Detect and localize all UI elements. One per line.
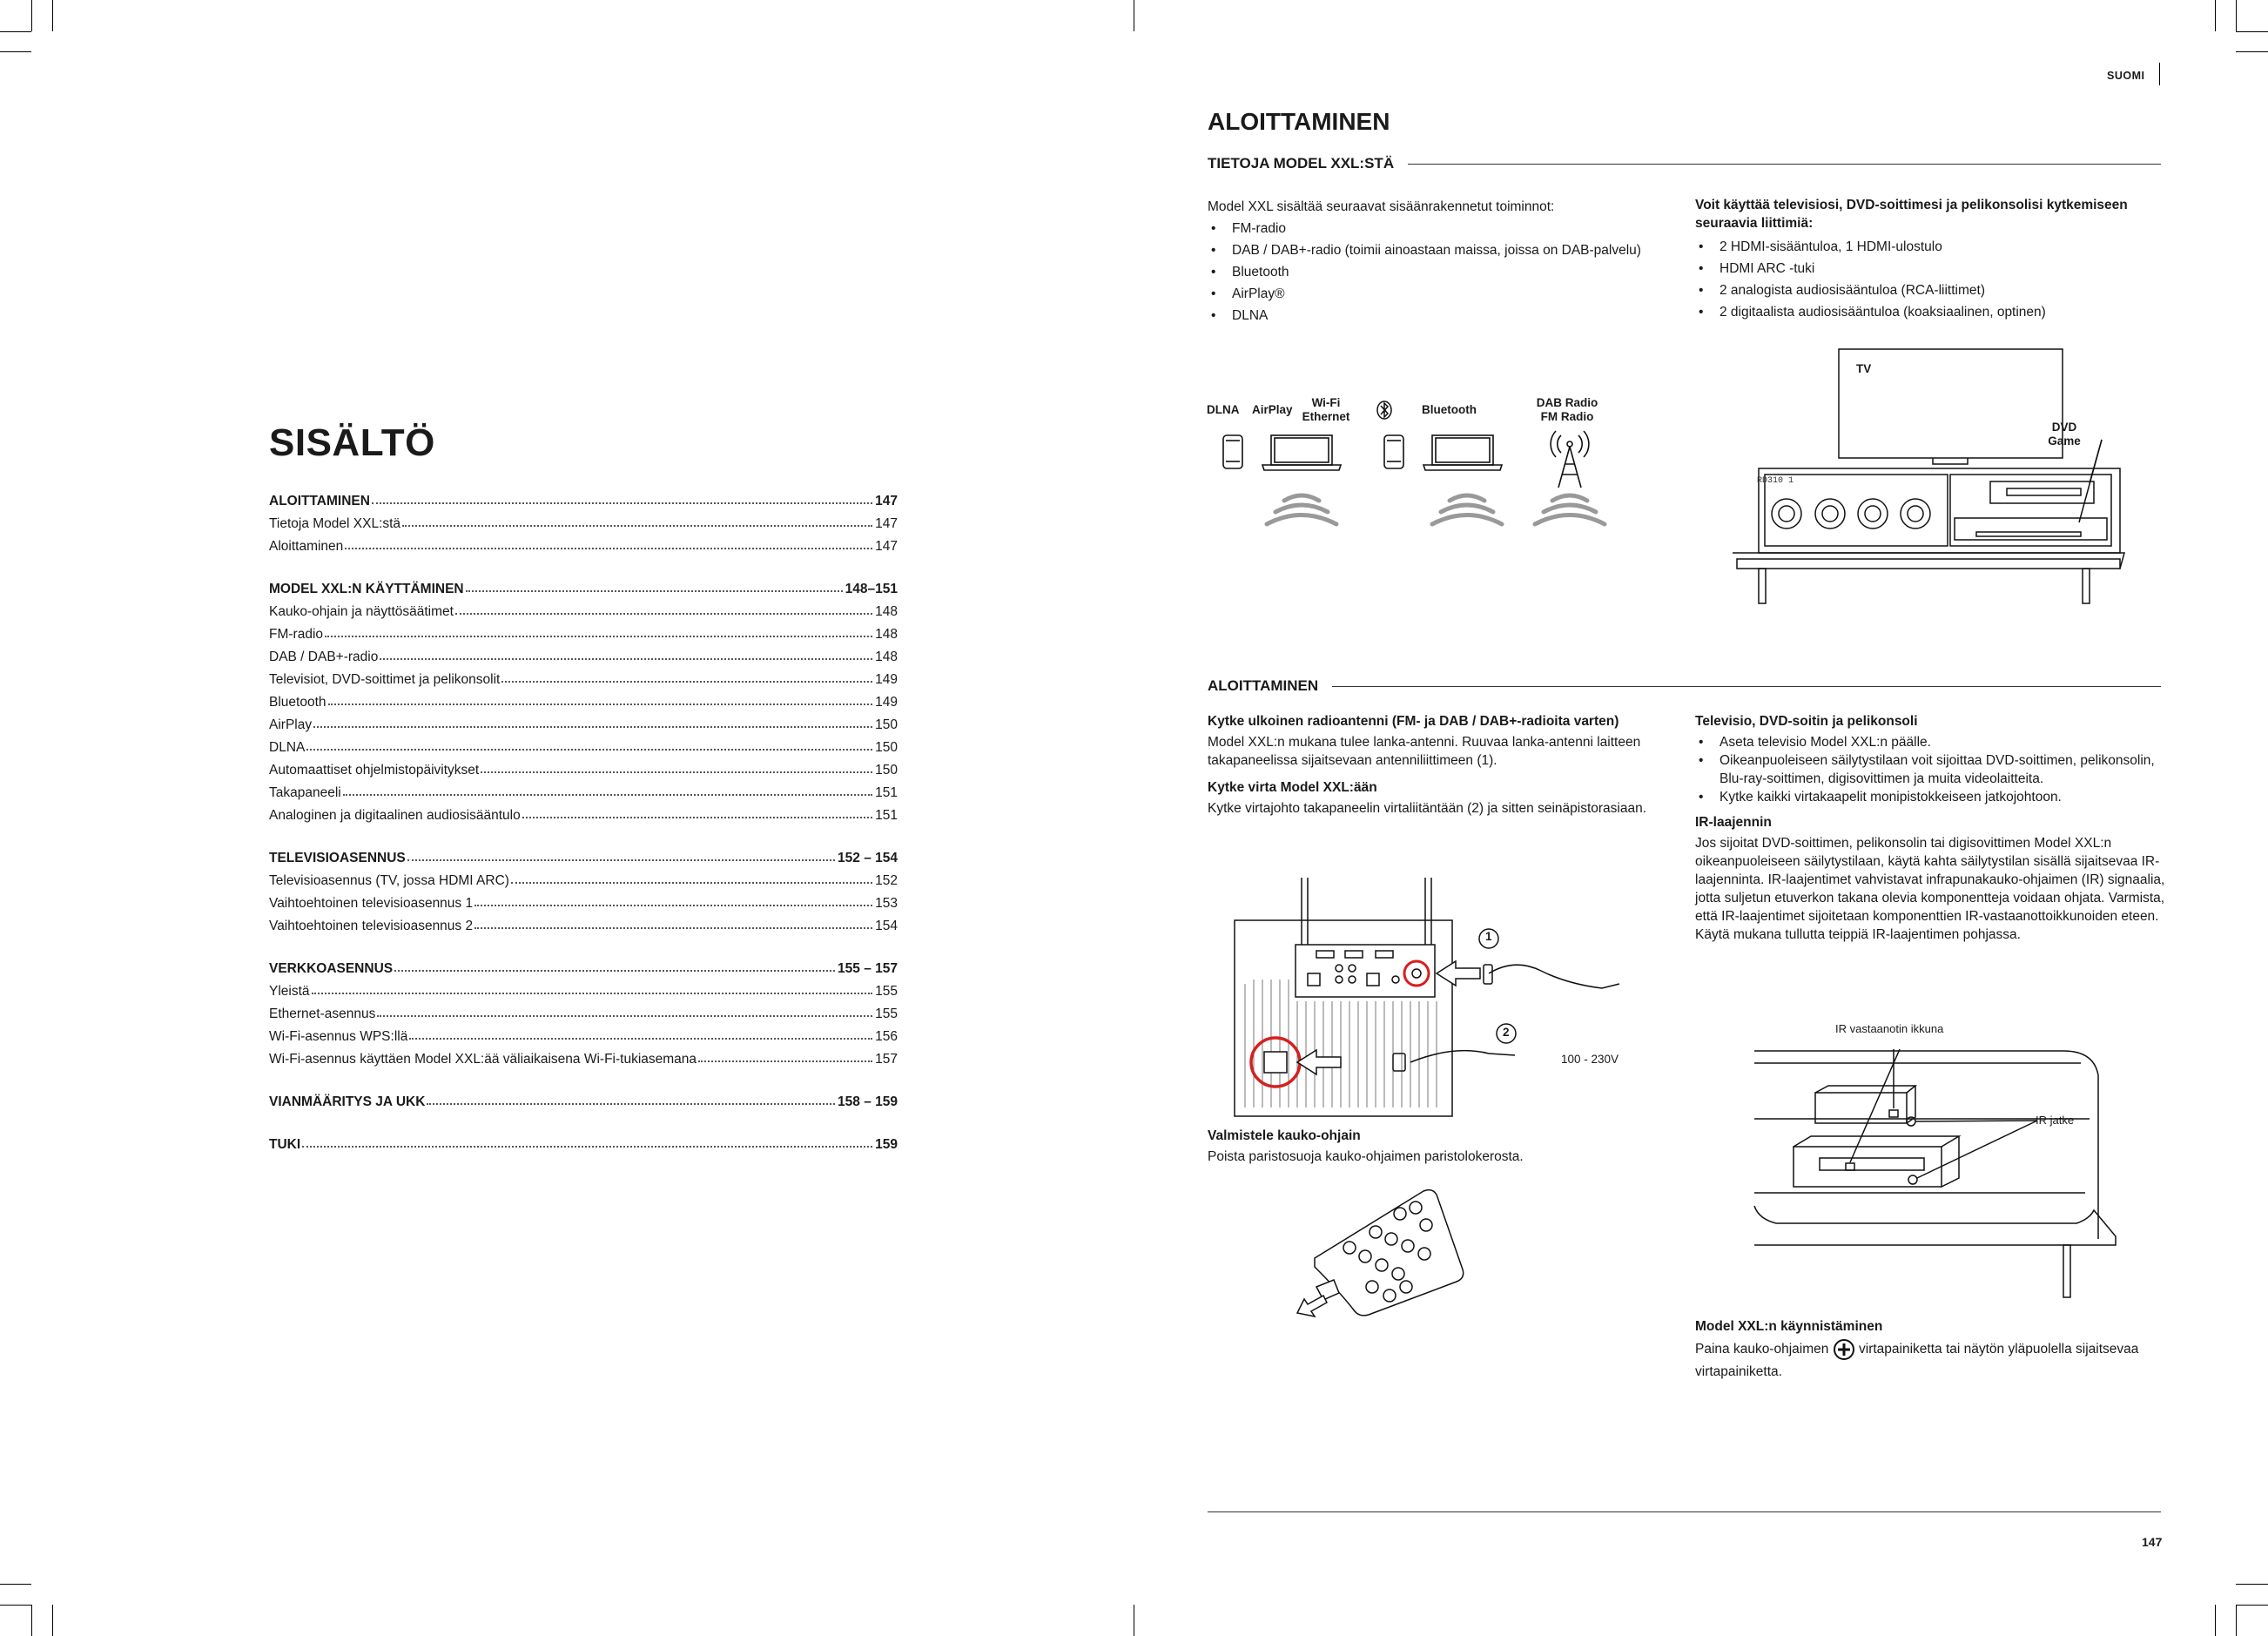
crop-mark bbox=[0, 1584, 31, 1585]
toc-leader-dots bbox=[522, 816, 872, 818]
toc-entry[interactable] bbox=[269, 866, 898, 889]
toc-entry-page: 151 bbox=[875, 785, 898, 800]
toc-entry[interactable] bbox=[269, 756, 898, 778]
toc-entry[interactable] bbox=[269, 1045, 898, 1067]
crop-mark bbox=[52, 1605, 53, 1636]
connectors-intro-text: Voit käyttää televisiosi, DVD-soittimesi ja pelikonsolisi kytkemiseen seuraavia liittimiä: bbox=[1695, 198, 2128, 231]
toc-section-entry[interactable] bbox=[269, 844, 898, 866]
toc-entry-page: 152 – 154 bbox=[838, 851, 898, 865]
diagram-label-wifi: Wi-Fi bbox=[1311, 396, 1341, 409]
toc-entry-label: Analoginen ja digitaalinen audiosisääntulo bbox=[269, 808, 521, 823]
diagram-label-airplay: AirPlay bbox=[1252, 403, 1293, 416]
toc-group-gap bbox=[269, 824, 898, 844]
antenna-text: Model XXL:n mukana tulee lanka-antenni. Ruuvaa lanka-antenni laitteen takapaneelissa sijaitsevaan antenniliittimeen (1). bbox=[1208, 735, 1641, 768]
antenna-heading: Kytke ulkoinen radioantenni (FM- ja DAB / DAB+-radioita varten) bbox=[1208, 714, 1619, 729]
toc-entry-page: 155 – 157 bbox=[838, 961, 898, 976]
toc-leader-dots bbox=[345, 547, 872, 549]
toc-group-gap bbox=[269, 1067, 898, 1087]
toc-entry-label: MODEL XXL:N KÄYTTÄMINEN bbox=[269, 582, 464, 596]
toc-entry-page: 158 – 159 bbox=[838, 1094, 898, 1109]
toc-entry-label: Wi-Fi-asennus WPS:llä bbox=[269, 1029, 408, 1044]
toc-section-entry[interactable] bbox=[269, 1087, 898, 1110]
crop-mark bbox=[2215, 1605, 2216, 1636]
toc-entry-label: AirPlay bbox=[269, 717, 313, 732]
toc-entry-label: TELEVISIOASENNUS bbox=[269, 851, 406, 865]
diagram-label-game: Game bbox=[2048, 434, 2081, 448]
phone-icon bbox=[1384, 435, 1403, 468]
crop-mark bbox=[2236, 1584, 2268, 1585]
section-heading-label: ALOITTAMINEN bbox=[1208, 677, 1319, 694]
diagram-label-dvd-game bbox=[2041, 421, 2088, 448]
toc-title: SISÄLTÖ bbox=[269, 421, 435, 464]
connector-item: • 2 digitaalista audiosisääntuloa (koaksiaalinen, optinen) bbox=[1695, 301, 2165, 323]
toc-entry[interactable] bbox=[269, 912, 898, 934]
tv-screen bbox=[1839, 349, 2063, 458]
connector-item: • 2 analogista audiosisääntuloa (RCA-liittimet) bbox=[1695, 279, 2165, 301]
power-text: Kytke virtajohto takapaneelin virtaliitäntään (2) ja sitten seinäpistorasiaan. bbox=[1208, 801, 1647, 816]
toc-leader-dots bbox=[302, 1145, 872, 1148]
tv-step-item: • Oikeanpuoleiseen säilytystilaan voit sijoittaa DVD-soittimen, pelikonsolin, Blu-ray-soittimen, digisovittimen ja muita videolaitteita. bbox=[1695, 751, 2165, 788]
toc-entry-page: 155 bbox=[875, 1007, 898, 1021]
toc-entry-label: Vaihtoehtoinen televisioasennus 2 bbox=[269, 919, 474, 933]
toc-entry[interactable] bbox=[269, 889, 898, 912]
toc-leader-dots bbox=[481, 771, 872, 773]
toc-leader-dots bbox=[466, 589, 843, 592]
features-block bbox=[1208, 196, 1678, 327]
crop-mark bbox=[52, 0, 53, 31]
antenna-icon bbox=[1551, 431, 1589, 488]
antenna-connector-highlight bbox=[1404, 961, 1429, 986]
toc-entry[interactable] bbox=[269, 710, 898, 733]
setup-left-column bbox=[1208, 712, 1678, 818]
section-rule bbox=[1332, 686, 2161, 687]
features-list bbox=[1208, 218, 1678, 327]
section-rule bbox=[1408, 164, 2161, 165]
connectors-block bbox=[1695, 196, 2165, 323]
toc-leader-dots bbox=[372, 502, 872, 504]
crop-mark bbox=[2236, 51, 2268, 52]
toc-entry[interactable] bbox=[269, 532, 898, 555]
toc-leader-dots bbox=[306, 748, 872, 751]
toc-entry-label: Televisioasennus (TV, jossa HDMI ARC) bbox=[269, 873, 509, 888]
connectors-intro bbox=[1695, 196, 2165, 232]
startup-heading: Model XXL:n käynnistäminen bbox=[1695, 1319, 1883, 1334]
toc-leader-dots bbox=[380, 657, 872, 660]
toc-entry-label: Bluetooth bbox=[269, 695, 326, 710]
startup-text-b: virtapainiketta tai näytön yläpuolella sijaitsevaa virtapainiketta. bbox=[1695, 1342, 2139, 1380]
dvd-player bbox=[1990, 481, 2094, 503]
language-label: SUOMI bbox=[2107, 70, 2145, 82]
toc-entry[interactable] bbox=[269, 665, 898, 688]
setup-right-column bbox=[1695, 712, 2165, 944]
crop-mark bbox=[2215, 0, 2216, 31]
diagram-label-dvd: DVD bbox=[2051, 421, 2077, 434]
ir-heading: IR-laajennin bbox=[1695, 815, 1772, 830]
toc-entry[interactable] bbox=[269, 597, 898, 620]
remote-text: Poista paristosuoja kauko-ohjaimen paristolokerosta. bbox=[1208, 1149, 1524, 1164]
crop-mark bbox=[0, 31, 31, 32]
tv-step-item: • Kytke kaikki virtakaapelit monipistokkeiseen jatkojohtoon. bbox=[1695, 788, 2165, 806]
connector-item: • 2 HDMI-sisääntuloa, 1 HDMI-ulostulo bbox=[1695, 236, 2165, 258]
toc-entry[interactable] bbox=[269, 1022, 898, 1045]
startup-text-a: Paina kauko-ohjaimen bbox=[1695, 1342, 1829, 1357]
toc-leader-dots bbox=[325, 635, 872, 637]
toc-entry[interactable] bbox=[269, 620, 898, 643]
wireless-waves-icon bbox=[1267, 495, 1605, 524]
toc-entry-label: Kauko-ohjain ja näyttösäätimet bbox=[269, 604, 454, 619]
section-heading-label: TIETOJA MODEL XXL:STÄ bbox=[1208, 155, 1395, 172]
divider bbox=[2159, 63, 2160, 85]
toc-section-entry[interactable] bbox=[269, 1130, 898, 1153]
toc-entry-page: 159 bbox=[875, 1137, 898, 1152]
toc-entry-page: 150 bbox=[875, 763, 898, 778]
diagram-label-ethernet: Ethernet bbox=[1302, 410, 1350, 423]
toc-section-entry[interactable] bbox=[269, 575, 898, 597]
toc-entry[interactable] bbox=[269, 688, 898, 710]
ir-text: Jos sijoitat DVD-soittimen, pelikonsolin tai digisovittimen Model XXL:n oikeanpuoleiseen säilytystilaan, käytä kahta säilytystilan sisällä sijaitsevaa IR-laajenninta. IR-laajentimet vahvistavat infrapunakauko-ohjaimen (IR) signaalia, jotta suljetun etuverkon takana olevia komponentteja voidaan ohjata. Varmista, että IR-laajentimet sijoitetaan komponenttien IR-vastaanottoikkunoiden eteen. Käytä mukana tullutta teippiä IR-laajentimen pohjassa. bbox=[1695, 836, 2165, 942]
toc-group-gap bbox=[269, 934, 898, 954]
diagram-label-fm: FM Radio bbox=[1540, 410, 1594, 423]
crop-mark bbox=[31, 1605, 32, 1636]
toc-entry-label: Ethernet-asennus bbox=[269, 1007, 376, 1021]
toc-leader-dots bbox=[474, 926, 872, 929]
toc-entry-label: VERKKOASENNUS bbox=[269, 961, 394, 976]
toc-entry-label: DAB / DAB+-radio bbox=[269, 650, 379, 664]
phone-icon bbox=[1223, 435, 1242, 468]
toc-entry[interactable] bbox=[269, 509, 898, 532]
page-number: 147 bbox=[2142, 1535, 2163, 1549]
feature-item: • DLNA bbox=[1208, 305, 1678, 327]
footer-rule bbox=[1208, 1511, 2161, 1512]
diagram-label-dlna: DLNA bbox=[1207, 403, 1240, 416]
toc-entry-page: 149 bbox=[875, 695, 898, 710]
toc-entry-label: VIANMÄÄRITYS JA UKK bbox=[269, 1094, 426, 1109]
page-title: ALOITTAMINEN bbox=[1208, 108, 1390, 135]
toc-group-gap bbox=[269, 555, 898, 575]
toc-entry-label: Tietoja Model XXL:stä bbox=[269, 516, 401, 531]
toc-entry-label: Televisiot, DVD-soittimet ja pelikonsolit bbox=[269, 672, 501, 687]
toc-entry-page: 151 bbox=[875, 808, 898, 823]
table-of-contents bbox=[269, 487, 898, 1153]
power-plus-icon bbox=[1833, 1338, 1855, 1361]
toc-leader-dots bbox=[698, 1060, 872, 1062]
arrow-icon bbox=[1297, 1296, 1327, 1316]
tv-steps-list bbox=[1695, 733, 2165, 806]
toc-entry-page: 150 bbox=[875, 717, 898, 732]
voltage-label: 100 - 230V bbox=[1561, 1053, 1619, 1066]
crop-mark bbox=[0, 51, 31, 52]
crop-mark bbox=[2236, 1605, 2237, 1636]
toc-entry[interactable] bbox=[269, 801, 898, 824]
toc-entry[interactable] bbox=[269, 778, 898, 801]
toc-entry-label: Wi-Fi-asennus käyttäen Model XXL:ää väliaikaisena Wi-Fi-tukiasemana bbox=[269, 1052, 697, 1067]
diagram-label-tv: TV bbox=[1856, 362, 1872, 375]
dvd-player bbox=[1794, 1147, 1942, 1187]
bluetooth-icon bbox=[1377, 401, 1391, 419]
toc-entry-page: 148 bbox=[875, 604, 898, 619]
toc-leader-dots bbox=[427, 1102, 835, 1105]
toc-entry-page: 147 bbox=[875, 539, 898, 554]
connector-item: • HDMI ARC -tuki bbox=[1695, 258, 2165, 279]
speaker-drivers bbox=[1772, 499, 1930, 529]
toc-entry-label: FM-radio bbox=[269, 627, 324, 642]
toc-entry-page: 155 bbox=[875, 984, 898, 999]
toc-entry-page: 153 bbox=[875, 896, 898, 911]
toc-section-entry[interactable] bbox=[269, 954, 898, 977]
feature-item: • Bluetooth bbox=[1208, 261, 1678, 283]
tv-heading: Televisio, DVD-soitin ja pelikonsoli bbox=[1695, 714, 1918, 729]
diagram-label-bluetooth: Bluetooth bbox=[1422, 403, 1477, 416]
section-heading-about bbox=[1208, 155, 2161, 172]
remote-block bbox=[1208, 1127, 1678, 1166]
toc-entry-label: Aloittaminen bbox=[269, 539, 344, 554]
toc-entry-page: 154 bbox=[875, 919, 898, 933]
toc-group-gap bbox=[269, 1110, 898, 1130]
feature-item: • DAB / DAB+-radio (toimii ainoastaan maissa, joissa on DAB-palvelu) bbox=[1208, 239, 1678, 261]
toc-leader-dots bbox=[501, 680, 872, 683]
toc-section-entry[interactable] bbox=[269, 487, 898, 509]
toc-entry-page: 152 bbox=[875, 873, 898, 888]
ir-extender-diagram bbox=[1750, 1040, 2124, 1302]
connectivity-diagram bbox=[1201, 383, 1619, 540]
crop-mark bbox=[31, 0, 32, 31]
callout-2-label: 2 bbox=[1503, 1026, 1510, 1039]
toc-entry[interactable] bbox=[269, 643, 898, 665]
callout-1-label: 1 bbox=[1485, 930, 1492, 943]
laptop-icon bbox=[1262, 435, 1341, 470]
toc-leader-dots bbox=[474, 904, 872, 906]
toc-entry-page: 150 bbox=[875, 740, 898, 755]
crop-mark bbox=[2236, 1605, 2268, 1606]
features-intro: Model XXL sisältää seuraavat sisäänrakennetut toiminnot: bbox=[1208, 199, 1555, 214]
ir-extender-label: IR jatke bbox=[2036, 1114, 2075, 1127]
toc-entry-label: Takapaneeli bbox=[269, 785, 341, 800]
toc-leader-dots bbox=[455, 612, 872, 615]
tv-setup-diagram bbox=[1733, 344, 2124, 623]
toc-leader-dots bbox=[312, 992, 873, 994]
toc-leader-dots bbox=[409, 1037, 872, 1040]
toc-entry[interactable] bbox=[269, 1000, 898, 1022]
ir-window-label: IR vastaanotin ikkuna bbox=[1835, 1022, 1944, 1035]
toc-leader-dots bbox=[394, 969, 835, 972]
toc-entry-page: 149 bbox=[875, 672, 898, 687]
toc-entry-page: 157 bbox=[875, 1052, 898, 1067]
toc-entry-label: DLNA bbox=[269, 740, 306, 755]
toc-leader-dots bbox=[377, 1014, 872, 1017]
toc-entry-page: 147 bbox=[875, 516, 898, 531]
toc-entry-page: 147 bbox=[875, 494, 898, 508]
toc-leader-dots bbox=[328, 703, 873, 705]
power-heading: Kytke virta Model XXL:ään bbox=[1208, 780, 1377, 795]
crop-mark bbox=[0, 1605, 31, 1606]
crop-mark bbox=[2236, 31, 2268, 32]
toc-leader-dots bbox=[511, 881, 872, 884]
remote-heading: Valmistele kauko-ohjain bbox=[1208, 1128, 1361, 1143]
crop-mark bbox=[2236, 0, 2237, 31]
diagram-label-dab: DAB Radio bbox=[1536, 396, 1598, 409]
toc-leader-dots bbox=[407, 858, 835, 861]
connectors-list bbox=[1695, 236, 2165, 323]
toc-entry-page: 148–151 bbox=[845, 582, 898, 596]
startup-block bbox=[1695, 1316, 2165, 1384]
toc-leader-dots bbox=[343, 793, 872, 796]
tv-step-item: • Aseta televisio Model XXL:n päälle. bbox=[1695, 733, 2165, 751]
feature-item: • AirPlay® bbox=[1208, 283, 1678, 305]
feature-item: • FM-radio bbox=[1208, 218, 1678, 239]
power-connector-highlight bbox=[1251, 1038, 1300, 1087]
front-display-text: RD310 1 bbox=[1757, 476, 1794, 486]
toc-entry-page: 156 bbox=[875, 1029, 898, 1044]
back-panel-diagram bbox=[1228, 871, 1645, 1123]
laptop-icon bbox=[1423, 435, 1502, 470]
section-heading-getting-started bbox=[1208, 677, 2161, 695]
toc-entry[interactable] bbox=[269, 977, 898, 1000]
toc-leader-dots bbox=[402, 524, 872, 527]
toc-entry-page: 148 bbox=[875, 650, 898, 664]
toc-entry-page: 148 bbox=[875, 627, 898, 642]
toc-entry-label: Yleistä bbox=[269, 984, 310, 999]
toc-entry-label: ALOITTAMINEN bbox=[269, 494, 370, 508]
remote-control-diagram bbox=[1297, 1184, 1506, 1323]
toc-entry-label: Automaattiset ohjelmistopäivitykset bbox=[269, 763, 480, 778]
toc-entry-label: TUKI bbox=[269, 1137, 301, 1152]
startup-text bbox=[1695, 1338, 2165, 1384]
toc-entry[interactable] bbox=[269, 733, 898, 756]
toc-leader-dots bbox=[313, 725, 872, 728]
toc-entry-label: Vaihtoehtoinen televisioasennus 1 bbox=[269, 896, 474, 911]
